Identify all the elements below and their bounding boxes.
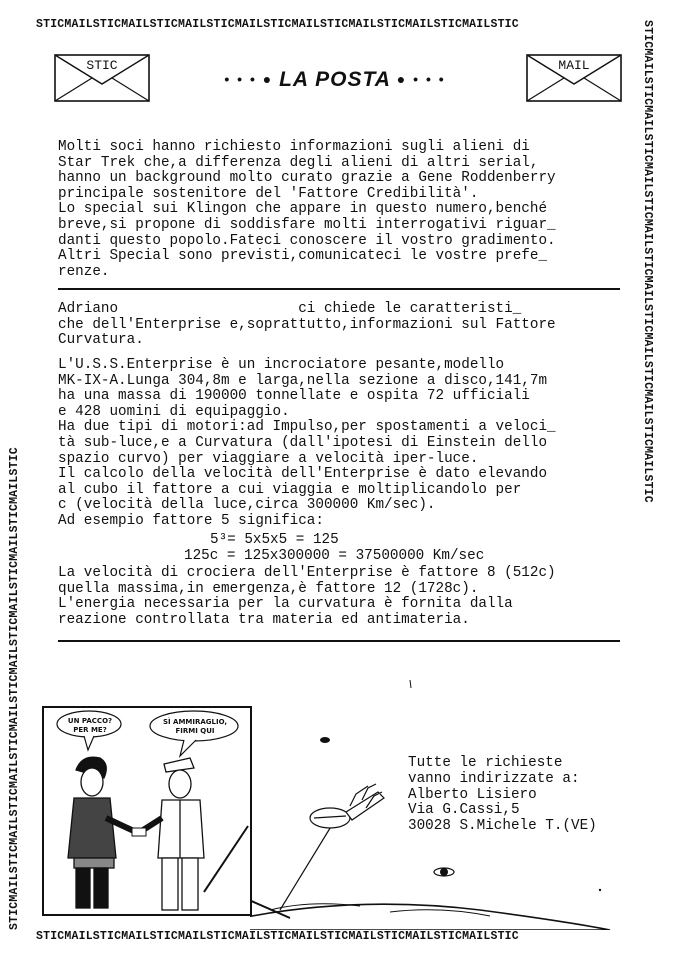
- address-block: Tutte le richieste vanno indirizzate a: Alberto Lisiero Via G.Cassi,5 30028 S.Michele T.(VE): [408, 755, 597, 835]
- right-envelope-label: MAIL: [558, 58, 590, 73]
- formula-1: 5³= 5x5x5 = 125: [210, 532, 339, 548]
- planet-surface: [250, 904, 610, 930]
- title-dots-right: ● • • •: [390, 71, 446, 87]
- speech-bubble-right: [156, 718, 234, 736]
- bubble-right-line1: SÌ AMMIRAGLIO,: [162, 718, 228, 726]
- enterprise-ship-icon: [310, 784, 384, 828]
- border-strip-top: STICMAILSTICMAILSTICMAILSTICMAILSTICMAILSTICMAILSTICMAILSTICMAILSTIC: [36, 18, 519, 31]
- letter-closing: La velocità di crociera dell'Enterprise è fattore 8 (512c) quella massima,in emergenza,è fattore 12 (1728c). L'energia necessaria per la curvatura è fornita dalla reazione controllata tra materia ed antimateria.: [58, 565, 556, 628]
- right-envelope-icon: [526, 54, 622, 102]
- left-envelope-icon: [54, 54, 150, 102]
- space-illustration: [250, 660, 660, 930]
- formula-2: 125c = 125x300000 = 37500000 Km/sec: [184, 548, 485, 564]
- comic-figure-right: [140, 758, 248, 910]
- divider-2: [58, 640, 620, 642]
- bubble-right-line2: FIRMI QUI: [175, 727, 215, 735]
- speech-bubble-left: [66, 717, 114, 735]
- divider-1: [58, 288, 620, 290]
- page-title: [190, 68, 480, 92]
- asteroid: [320, 737, 330, 743]
- title-text: LA POSTA: [279, 68, 391, 91]
- letter-answer: L'U.S.S.Enterprise è un incrociatore pesante,modello MK-IX-A.Lunga 304,8m e larga,nella sezione a disco,141,7m ha una massa di 190000 tonnellate e ospita 72 ufficiali e 428 uomini di equipaggio. Ha due tipi di motori:ad Impulso,per spostamenti a veloci_ tà sub-luce,e a Curvatura (dall'ipotesi di Einstein dello spazio curvo) per viaggiare a velocità iper-luce. Il calcolo della velocità dell'Enterprise è dato elevando al cubo il fattore a cui viaggia e moltiplicandolo per c (velocità della luce,circa 300000 Km/sec). Ad esempio fattore 5 significa:: [58, 357, 556, 529]
- border-strip-left: STICMAILSTICMAILSTICMAILSTICMAILSTICMAILSTICMAILSTICMAILSTICMAILSTIC: [8, 447, 21, 930]
- intro-paragraph: Molti soci hanno richiesto informazioni sugli alieni di Star Trek che,a differenza degli alieni di altri serial, hanno un background molto curato grazie a Gene Roddenberry principale sostenitore del 'Fattore Credibilità'. Lo special sui Klingon che appare in questo numero,benché breve,si propone di soddisfare molti interrogativi riguar_ danti questo popolo.Fateci conoscere il vostro gradimento. Altri Special sono previsti,comunicateci le vostre prefe_ renze.: [58, 139, 556, 280]
- bubble-left-line1: UN PACCO?: [67, 717, 113, 725]
- comic-figure-left: [68, 757, 136, 908]
- comic-panel: [42, 706, 252, 916]
- letter-question: Adriano ci chiede le caratteristi_ che dell'Enterprise e,soprattutto,informazioni sul Fattore Curvatura.: [58, 301, 556, 349]
- title-dots-left: • • • ●: [224, 71, 280, 87]
- left-envelope-label: STIC: [86, 58, 118, 73]
- tether-line: [280, 820, 335, 910]
- bubble-left-line2: PER ME?: [73, 726, 107, 734]
- border-strip-right: STICMAILSTICMAILSTICMAILSTICMAILSTICMAILSTICMAILSTICMAILSTICMAILSTIC: [641, 20, 654, 503]
- border-strip-bottom: STICMAILSTICMAILSTICMAILSTICMAILSTICMAILSTICMAILSTICMAILSTICMAILSTIC: [36, 930, 519, 943]
